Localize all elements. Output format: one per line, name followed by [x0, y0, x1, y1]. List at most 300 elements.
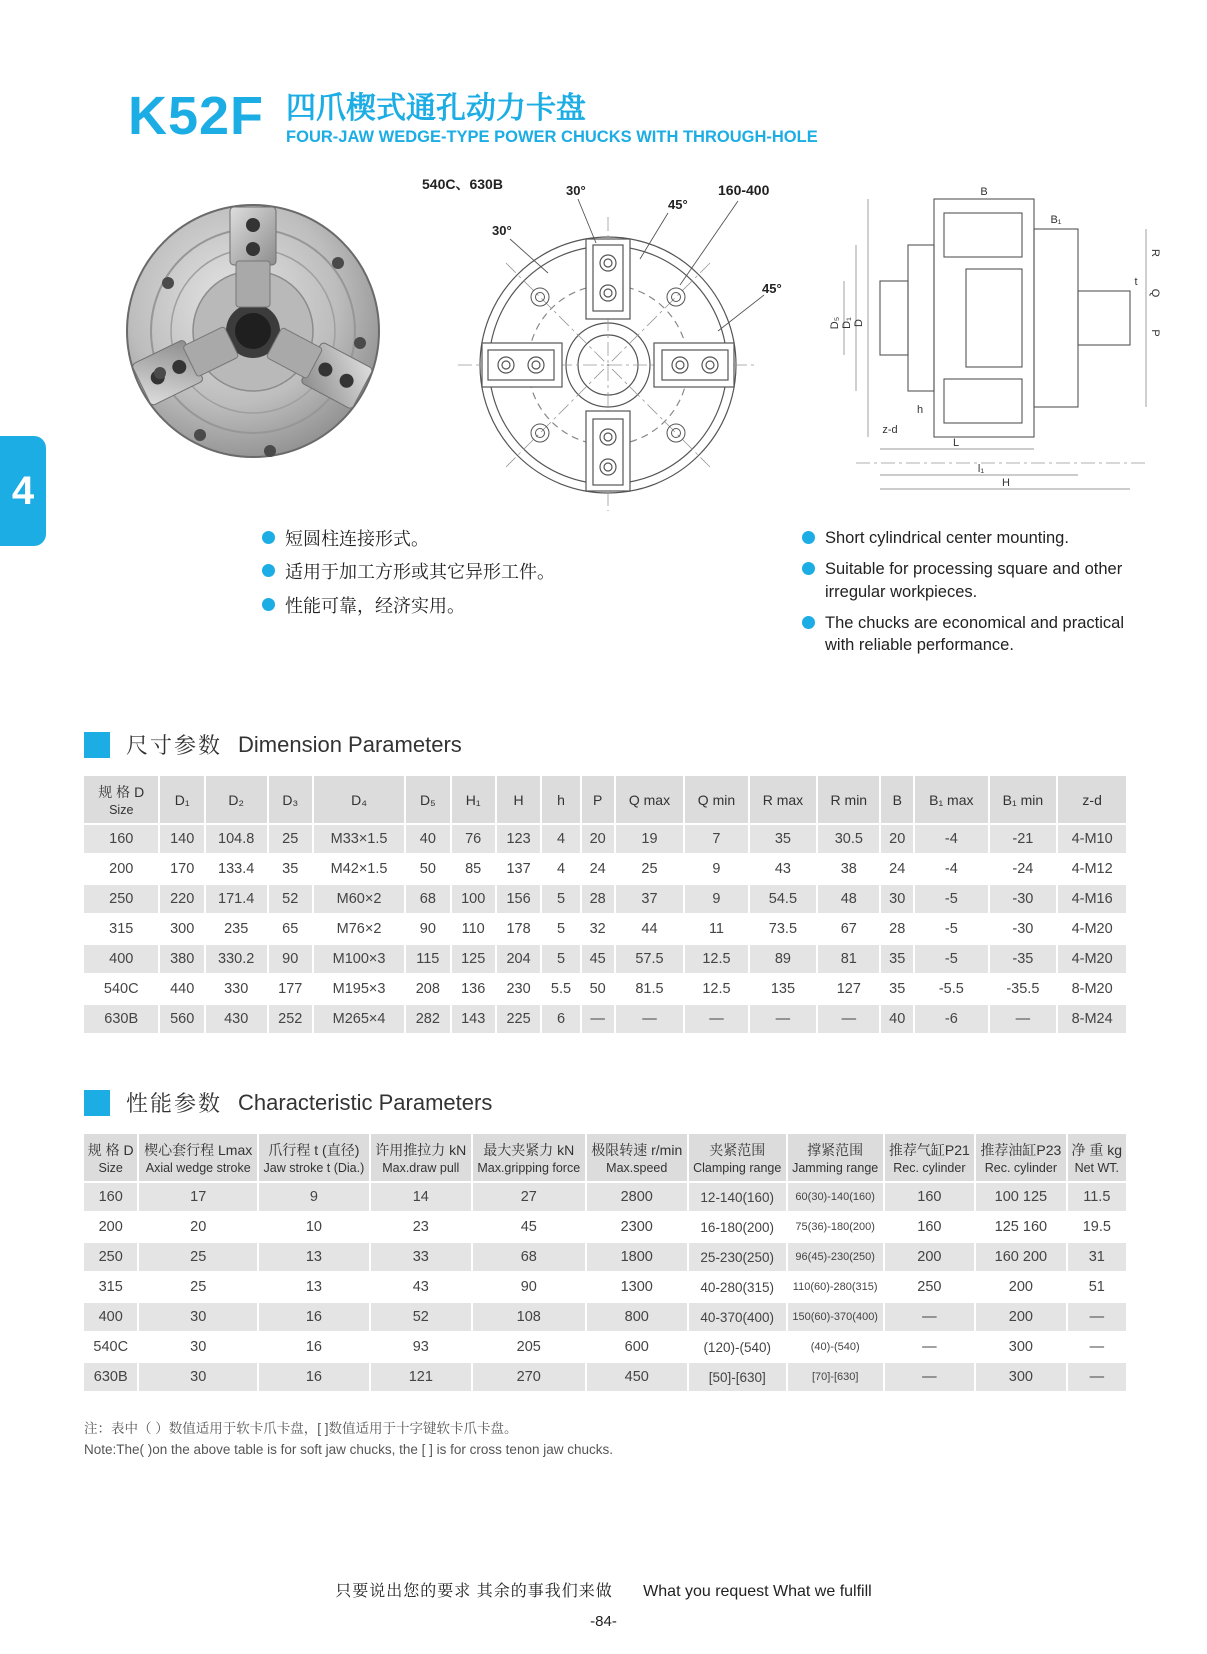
table-cell: 20	[582, 825, 614, 853]
table-cell: 89	[750, 945, 817, 973]
table-cell: —	[582, 1005, 614, 1033]
table-cell: 6	[542, 1005, 580, 1033]
table-cell: 43	[371, 1273, 471, 1301]
table-cell: 4-M12	[1058, 855, 1126, 883]
table-cell: (40)-(540)	[788, 1333, 883, 1361]
note-zh: 注：表中（ ）数值适用于软卡爪卡盘，[ ]数值适用于十字键软卡爪卡盘。	[84, 1421, 518, 1437]
table-cell: 32	[582, 915, 614, 943]
table-cell: 282	[406, 1005, 449, 1033]
table-cell: -5.5	[915, 975, 987, 1003]
table-cell: 13	[259, 1273, 369, 1301]
column-header: B₁ min	[990, 776, 1057, 823]
bullet-icon	[262, 564, 275, 577]
bullet-icon	[802, 562, 815, 575]
table-cell: 2800	[587, 1183, 687, 1211]
table-cell: 19.5	[1068, 1213, 1126, 1241]
table-cell: 5.5	[542, 975, 580, 1003]
angle-left-label: 30°	[492, 223, 512, 238]
column-header: Q max	[616, 776, 684, 823]
table-cell: 123	[497, 825, 540, 853]
feature-text: Short cylindrical center mounting.	[825, 529, 1069, 547]
table-cell: 12.5	[685, 945, 747, 973]
table-cell: 31	[1068, 1243, 1126, 1271]
table-cell: 315	[84, 1273, 137, 1301]
characteristic-heading-en: Characteristic Parameters	[238, 1089, 493, 1115]
dim-label-q: Q	[1149, 288, 1161, 298]
footer-slogan-zh: 只要说出您的要求 其余的事我们来做	[335, 1582, 613, 1600]
table-cell: 150(60)-370(400)	[788, 1303, 883, 1331]
table-cell: 250	[885, 1273, 975, 1301]
dimension-table	[82, 774, 1128, 1035]
section-tab-number: 4	[11, 468, 35, 513]
column-header: H	[497, 776, 540, 823]
table-cell: 160	[885, 1183, 975, 1211]
table-cell: -24	[990, 855, 1057, 883]
table-cell: 25-230(250)	[689, 1243, 786, 1271]
table-row	[84, 855, 1126, 883]
column-header: D₃	[269, 776, 312, 823]
column-header: 许用推拉力 kN Max.draw pull	[371, 1134, 471, 1181]
table-cell: -5	[915, 915, 987, 943]
table-cell: 35	[269, 855, 312, 883]
column-header: R min	[818, 776, 879, 823]
table-row	[84, 1213, 1126, 1241]
table-cell: 160 200	[976, 1243, 1066, 1271]
table-cell: 200	[885, 1243, 975, 1271]
table-cell: -5	[915, 885, 987, 913]
table-cell: 252	[269, 1005, 312, 1033]
table-cell: 11	[685, 915, 747, 943]
table-cell: 115	[406, 945, 449, 973]
table-cell: 45	[582, 945, 614, 973]
table-cell: 125	[452, 945, 495, 973]
table-cell: 48	[818, 885, 879, 913]
column-header: B	[881, 776, 913, 823]
table-cell: 400	[84, 945, 158, 973]
table-cell: 800	[587, 1303, 687, 1331]
column-header: 撑紧范围 Jamming range	[788, 1134, 883, 1181]
angle-right-label: 45°	[762, 281, 782, 296]
section-tab	[0, 436, 46, 546]
table-cell: 16	[259, 1333, 369, 1361]
table-cell: 30	[139, 1333, 257, 1361]
table-cell: 81.5	[616, 975, 684, 1003]
table-cell: 127	[818, 975, 879, 1003]
chuck-photo	[120, 173, 392, 479]
column-header: R max	[750, 776, 817, 823]
table-cell: 96(45)-230(250)	[788, 1243, 883, 1271]
table-cell: 16	[259, 1303, 369, 1331]
table-cell: 300	[976, 1333, 1066, 1361]
table-cell: M60×2	[314, 885, 404, 913]
table-cell: 5	[542, 885, 580, 913]
dim-label-h-big: H	[1002, 477, 1010, 489]
dim-label-p: P	[1149, 329, 1161, 337]
table-cell: 560	[160, 1005, 203, 1033]
table-cell: 5	[542, 945, 580, 973]
feature-text: 性能可靠，经济实用。	[285, 595, 465, 616]
table-cell: M76×2	[314, 915, 404, 943]
table-row	[84, 1183, 1126, 1211]
table-cell: 300	[160, 915, 203, 943]
table-cell: 8-M20	[1058, 975, 1126, 1003]
features-list-zh	[262, 527, 682, 665]
table-cell: 133.4	[206, 855, 267, 883]
table-cell: 30	[139, 1303, 257, 1331]
table-cell: 4-M10	[1058, 825, 1126, 853]
table-cell: 33	[371, 1243, 471, 1271]
table-cell: 67	[818, 915, 879, 943]
table-cell: 300	[976, 1363, 1066, 1391]
table-cell: —	[616, 1005, 684, 1033]
table-cell: 204	[497, 945, 540, 973]
table-cell: 1800	[587, 1243, 687, 1271]
table-cell: 137	[497, 855, 540, 883]
table-cell: 4-M16	[1058, 885, 1126, 913]
header-row	[84, 776, 1126, 823]
column-header: 规 格 D Size	[84, 776, 158, 823]
column-header: 极限转速 r/min Max.speed	[587, 1134, 687, 1181]
table-cell: 68	[473, 1243, 585, 1271]
table-cell: 140	[160, 825, 203, 853]
table-cell: —	[1068, 1333, 1126, 1361]
table-cell: 430	[206, 1005, 267, 1033]
page-title-en: FOUR-JAW WEDGE-TYPE POWER CHUCKS WITH THROUGH-HOLE	[286, 128, 818, 146]
table-cell: 4-M20	[1058, 915, 1126, 943]
dim-label-t: t	[1134, 276, 1138, 288]
table-cell: —	[885, 1303, 975, 1331]
dimension-table-body	[84, 825, 1126, 1033]
column-header: D₄	[314, 776, 404, 823]
table-cell: 4-M20	[1058, 945, 1126, 973]
characteristic-table	[82, 1132, 1128, 1393]
section-marker-icon	[84, 732, 110, 758]
table-cell: 40	[406, 825, 449, 853]
table-cell: 205	[473, 1333, 585, 1361]
table-cell: 8-M24	[1058, 1005, 1126, 1033]
table-cell: 16	[259, 1363, 369, 1391]
table-cell: 44	[616, 915, 684, 943]
table-cell: 200	[976, 1273, 1066, 1301]
table-cell: 16-180(200)	[689, 1213, 786, 1241]
table-cell: 30	[881, 885, 913, 913]
table-cell: 1300	[587, 1273, 687, 1301]
table-cell: 9	[259, 1183, 369, 1211]
table-row	[84, 945, 1126, 973]
table-row	[84, 1005, 1126, 1033]
size-range-label: 160-400	[718, 182, 770, 198]
table-cell: 220	[160, 885, 203, 913]
table-cell: 110(60)-280(315)	[788, 1273, 883, 1301]
table-cell: 250	[84, 885, 158, 913]
dimension-section-heading	[84, 729, 1207, 760]
table-cell: 121	[371, 1363, 471, 1391]
column-header: 推荐气缸P21 Rec. cylinder	[885, 1134, 975, 1181]
table-cell: 630B	[84, 1005, 158, 1033]
title-block	[286, 92, 818, 147]
column-header: 夹紧范围 Clamping range	[689, 1134, 786, 1181]
table-cell: 5	[542, 915, 580, 943]
table-cell: -35.5	[990, 975, 1057, 1003]
table-cell: 330.2	[206, 945, 267, 973]
header-row	[84, 1134, 1126, 1181]
dim-label-d: D	[853, 319, 865, 327]
footer-slogan	[0, 1578, 1207, 1601]
table-cell: -30	[990, 915, 1057, 943]
feature-text: The chucks are economical and practical with reliable performance.	[825, 613, 1124, 655]
table-cell: 630B	[84, 1363, 137, 1391]
footer-slogan-en: What you request What we fulfill	[643, 1582, 872, 1600]
dim-label-r: R	[1149, 249, 1161, 257]
table-cell: 108	[473, 1303, 585, 1331]
dim-label-d5: D₅	[829, 316, 841, 330]
table-cell: 200	[976, 1303, 1066, 1331]
table-cell: 90	[473, 1273, 585, 1301]
table-cell: 68	[406, 885, 449, 913]
table-cell: —	[750, 1005, 817, 1033]
table-cell: M195×3	[314, 975, 404, 1003]
table-cell: 225	[497, 1005, 540, 1033]
table-row	[84, 1333, 1126, 1361]
column-header: 规 格 D Size	[84, 1134, 137, 1181]
table-cell: 177	[269, 975, 312, 1003]
table-cell: 200	[84, 855, 158, 883]
table-cell: 54.5	[750, 885, 817, 913]
table-cell: 400	[84, 1303, 137, 1331]
table-cell: [70]-[630]	[788, 1363, 883, 1391]
feature-item	[802, 558, 1132, 603]
table-cell: 24	[582, 855, 614, 883]
table-cell: 160	[885, 1213, 975, 1241]
table-cell: 50	[582, 975, 614, 1003]
table-cell: -5	[915, 945, 987, 973]
table-cell: 9	[685, 855, 747, 883]
table-cell: —	[1068, 1363, 1126, 1391]
front-view-model-label: 540C、630B	[422, 176, 503, 192]
dim-label-b: B	[980, 186, 988, 198]
table-cell: 171.4	[206, 885, 267, 913]
table-cell: M265×4	[314, 1005, 404, 1033]
feature-item	[802, 612, 1132, 657]
table-cell: —	[885, 1363, 975, 1391]
table-cell: 52	[269, 885, 312, 913]
table-cell: —	[685, 1005, 747, 1033]
table-cell: 45	[473, 1213, 585, 1241]
section-marker-icon	[84, 1090, 110, 1116]
note-en: Note:The( )on the above table is for soft jaw chucks, the [ ] is for cross tenon jaw chucks.	[84, 1441, 613, 1457]
table-cell: 43	[750, 855, 817, 883]
column-header: h	[542, 776, 580, 823]
table-cell: 9	[685, 885, 747, 913]
table-cell: 30	[139, 1363, 257, 1391]
feature-text: 短圆柱连接形式。	[285, 529, 429, 549]
table-cell: (120)-(540)	[689, 1333, 786, 1361]
characteristic-table-body	[84, 1183, 1126, 1391]
table-cell: 100	[452, 885, 495, 913]
table-cell: [50]-[630]	[689, 1363, 786, 1391]
bullet-icon	[802, 616, 815, 629]
column-header: P	[582, 776, 614, 823]
table-cell: 40-370(400)	[689, 1303, 786, 1331]
page-number: -84-	[590, 1612, 617, 1630]
table-cell: 178	[497, 915, 540, 943]
table-cell: 230	[497, 975, 540, 1003]
table-cell: 28	[881, 915, 913, 943]
table-cell: 235	[206, 915, 267, 943]
table-cell: 450	[587, 1363, 687, 1391]
features-list-en	[802, 527, 1132, 665]
column-header: z-d	[1058, 776, 1126, 823]
table-cell: 75(36)-180(200)	[788, 1213, 883, 1241]
table-row	[84, 1303, 1126, 1331]
table-cell: 60(30)-140(160)	[788, 1183, 883, 1211]
characteristic-heading-zh: 性能参数	[126, 1091, 223, 1117]
column-header: Q min	[685, 776, 747, 823]
table-cell: 25	[616, 855, 684, 883]
table-cell: 24	[881, 855, 913, 883]
angle-top-right-label: 45°	[668, 197, 688, 212]
table-cell: 35	[881, 975, 913, 1003]
table-row	[84, 915, 1126, 943]
table-cell: 540C	[84, 975, 158, 1003]
table-cell: 52	[371, 1303, 471, 1331]
table-row	[84, 1273, 1126, 1301]
features-section	[262, 527, 1207, 665]
dim-label-l1: l₁	[977, 463, 985, 475]
dim-label-h-small: h	[916, 404, 924, 416]
feature-item	[262, 560, 682, 584]
table-cell: -6	[915, 1005, 987, 1033]
dimension-heading-zh: 尺寸参数	[126, 733, 223, 759]
table-notes	[84, 1419, 1207, 1460]
table-cell: 90	[406, 915, 449, 943]
column-header: B₁ max	[915, 776, 987, 823]
table-cell: 136	[452, 975, 495, 1003]
column-header: D₅	[406, 776, 449, 823]
side-section-drawing	[816, 173, 1166, 503]
dim-label-zd: z-d	[882, 424, 898, 436]
table-cell: 40	[881, 1005, 913, 1033]
table-cell: 315	[84, 915, 158, 943]
table-cell: 14	[371, 1183, 471, 1211]
characteristic-section-heading	[84, 1087, 1207, 1118]
table-cell: 208	[406, 975, 449, 1003]
table-cell: 65	[269, 915, 312, 943]
dim-label-d1: D₁	[841, 317, 853, 329]
table-cell: -35	[990, 945, 1057, 973]
table-cell: 2300	[587, 1213, 687, 1241]
table-cell: 25	[139, 1273, 257, 1301]
table-cell: 4	[542, 855, 580, 883]
column-header: H₁	[452, 776, 495, 823]
page-header	[0, 0, 1207, 147]
table-row	[84, 1243, 1126, 1271]
table-cell: 160	[84, 825, 158, 853]
table-cell: —	[1068, 1303, 1126, 1331]
table-cell: 25	[269, 825, 312, 853]
table-cell: 13	[259, 1243, 369, 1271]
table-row	[84, 975, 1126, 1003]
table-cell: 20	[139, 1213, 257, 1241]
table-cell: 73.5	[750, 915, 817, 943]
table-cell: 51	[1068, 1273, 1126, 1301]
bullet-icon	[802, 531, 815, 544]
table-cell: 12-140(160)	[689, 1183, 786, 1211]
column-header: 爪行程 t (直径) Jaw stroke t (Dia.)	[259, 1134, 369, 1181]
table-cell: 20	[881, 825, 913, 853]
table-cell: 10	[259, 1213, 369, 1241]
feature-text: Suitable for processing square and other irregular workpieces.	[825, 560, 1123, 601]
dimension-heading-en: Dimension Parameters	[238, 731, 462, 757]
model-code: K52F	[128, 86, 265, 146]
table-cell: 90	[269, 945, 312, 973]
table-cell: 25	[139, 1243, 257, 1271]
table-cell: 93	[371, 1333, 471, 1361]
table-cell: —	[885, 1333, 975, 1361]
table-cell: 27	[473, 1183, 585, 1211]
table-cell: 156	[497, 885, 540, 913]
table-cell: 270	[473, 1363, 585, 1391]
column-header: 最大夹紧力 kN Max.gripping force	[473, 1134, 585, 1181]
drawings-row	[120, 173, 1187, 513]
table-cell: 35	[881, 945, 913, 973]
table-cell: 30.5	[818, 825, 879, 853]
column-header: 推荐油缸P23 Rec. cylinder	[976, 1134, 1066, 1181]
table-cell: -30	[990, 885, 1057, 913]
angle-top-label: 30°	[566, 183, 586, 198]
table-cell: 19	[616, 825, 684, 853]
table-cell: 35	[750, 825, 817, 853]
table-cell: 11.5	[1068, 1183, 1126, 1211]
table-cell: 440	[160, 975, 203, 1003]
table-cell: —	[990, 1005, 1057, 1033]
front-view-drawing	[418, 173, 790, 513]
column-header: 净 重 kg Net WT.	[1068, 1134, 1126, 1181]
table-cell: 12.5	[685, 975, 747, 1003]
page-title-zh: 四爪楔式通孔动力卡盘	[286, 92, 587, 125]
table-cell: 250	[84, 1243, 137, 1271]
feature-item	[262, 594, 682, 618]
table-cell: 17	[139, 1183, 257, 1211]
table-row	[84, 1363, 1126, 1391]
table-row	[84, 825, 1126, 853]
table-cell: 100 125	[976, 1183, 1066, 1211]
table-cell: 85	[452, 855, 495, 883]
table-cell: 170	[160, 855, 203, 883]
table-cell: 50	[406, 855, 449, 883]
table-cell: 110	[452, 915, 495, 943]
column-header: D₁	[160, 776, 203, 823]
table-cell: 330	[206, 975, 267, 1003]
table-cell: 160	[84, 1183, 137, 1211]
table-cell: 600	[587, 1333, 687, 1361]
feature-item	[262, 527, 682, 551]
table-cell: M33×1.5	[314, 825, 404, 853]
table-cell: —	[818, 1005, 879, 1033]
column-header: D₂	[206, 776, 267, 823]
table-cell: 37	[616, 885, 684, 913]
table-cell: 104.8	[206, 825, 267, 853]
table-row	[84, 885, 1126, 913]
table-cell: M100×3	[314, 945, 404, 973]
table-cell: 7	[685, 825, 747, 853]
table-cell: 200	[84, 1213, 137, 1241]
dimension-table-head	[84, 776, 1126, 823]
table-cell: 4	[542, 825, 580, 853]
table-cell: 28	[582, 885, 614, 913]
dim-label-b1: B₁	[1050, 214, 1062, 226]
bullet-icon	[262, 598, 275, 611]
